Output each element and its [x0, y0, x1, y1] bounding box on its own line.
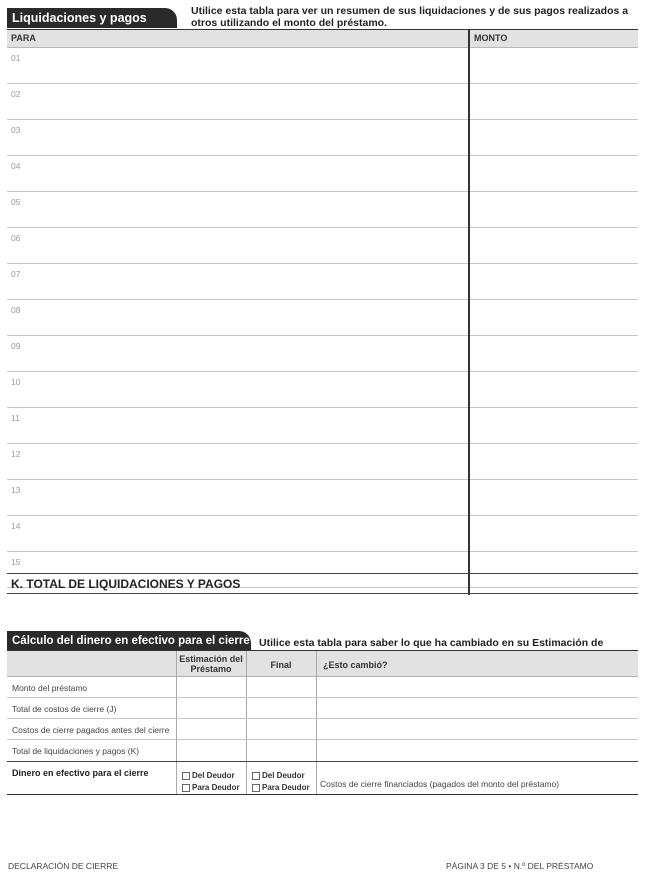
- cash-to-close-row: [7, 761, 638, 794]
- payment-row-number: 04: [11, 161, 21, 171]
- payment-row: [7, 48, 638, 84]
- checkbox[interactable]: [252, 784, 260, 792]
- financed-costs-note: Costos de cierre financiados (pagados del monto del préstamo): [320, 779, 560, 789]
- checkbox[interactable]: [182, 784, 190, 792]
- cash-row-label: Monto del préstamo: [12, 683, 88, 693]
- column-header-amount: MONTO: [474, 33, 508, 43]
- column-header-changed: ¿Esto cambió?: [323, 660, 388, 670]
- cash-row: [7, 719, 638, 740]
- payment-row: [7, 264, 638, 300]
- payment-row: [7, 120, 638, 156]
- payment-row-number: 05: [11, 197, 21, 207]
- cash-section-description: Utilice esta tabla para saber lo que ha cambiado en su Estimación de: [259, 637, 604, 649]
- estimate-from-borrower-option[interactable]: [182, 771, 235, 780]
- cash-to-close-table: [7, 650, 638, 795]
- payment-row-number: 07: [11, 269, 21, 279]
- payment-row: [7, 300, 638, 336]
- payment-row-number: 09: [11, 341, 21, 351]
- cash-row: [7, 740, 638, 761]
- payment-row: [7, 516, 638, 552]
- payment-row-number: 03: [11, 125, 21, 135]
- cash-to-close-label: Dinero en efectivo para el cierre: [12, 768, 149, 778]
- payment-row: [7, 372, 638, 408]
- column-header-final: Final: [270, 660, 292, 670]
- column-header-estimate-line2: Préstamo: [190, 664, 232, 674]
- cash-row: [7, 677, 638, 698]
- payments-table: [7, 29, 638, 588]
- column-header-estimate: [177, 654, 245, 674]
- cash-row-label: Total de liquidaciones y pagos (K): [12, 746, 140, 756]
- cash-section-title: Cálculo del dinero en efectivo para el cierre: [7, 631, 251, 650]
- from-borrower-label: Del Deudor: [192, 771, 235, 780]
- payment-row: [7, 228, 638, 264]
- column-divider: [468, 30, 470, 595]
- cash-row-label: Costos de cierre pagados antes del cierre: [12, 725, 170, 735]
- column-header-estimate-line1: Estimación del: [179, 654, 243, 664]
- cash-row: [7, 698, 638, 719]
- payment-row: [7, 336, 638, 372]
- payment-row-number: 06: [11, 233, 21, 243]
- payment-row-number: 10: [11, 377, 21, 387]
- from-borrower-label: Del Deudor: [262, 771, 305, 780]
- to-borrower-label: Para Deudor: [192, 783, 240, 792]
- payment-row: [7, 192, 638, 228]
- column-header-to: PARA: [11, 33, 36, 43]
- payment-row-number: 01: [11, 53, 21, 63]
- payment-row-number: 11: [11, 413, 20, 423]
- payments-section-title: Liquidaciones y pagos: [7, 8, 177, 28]
- checkbox[interactable]: [182, 772, 190, 780]
- payment-row-number: 02: [11, 89, 21, 99]
- payment-row: [7, 156, 638, 192]
- payments-total-label: K. TOTAL DE LIQUIDACIONES Y PAGOS: [11, 577, 241, 591]
- cash-row-label: Total de costos de cierre (J): [12, 704, 117, 714]
- payment-row-number: 14: [11, 521, 21, 531]
- to-borrower-label: Para Deudor: [262, 783, 310, 792]
- checkbox[interactable]: [252, 772, 260, 780]
- payment-row: [7, 444, 638, 480]
- payment-row-number: 08: [11, 305, 21, 315]
- payment-row: [7, 84, 638, 120]
- payment-row-number: 12: [11, 449, 21, 459]
- final-to-borrower-option[interactable]: [252, 783, 310, 792]
- estimate-to-borrower-option[interactable]: [182, 783, 240, 792]
- final-from-borrower-option[interactable]: [252, 771, 305, 780]
- footer-document-title: DECLARACIÓN DE CIERRE: [8, 861, 119, 871]
- payment-rows: [7, 48, 638, 588]
- footer-page-info: PÁGINA 3 DE 5 • N.º DEL PRÉSTAMO: [446, 861, 594, 871]
- payment-row-number: 15: [11, 557, 21, 567]
- payment-row: [7, 480, 638, 516]
- payments-table-header: [7, 30, 638, 48]
- payment-row-number: 13: [11, 485, 21, 495]
- payments-total-row: [7, 573, 638, 594]
- payments-section-description: Utilice esta tabla para ver un resumen de sus liquidaciones y de sus pagos realizados a otros utilizando el monto del préstamo.: [191, 5, 629, 29]
- column-divider: [468, 574, 470, 593]
- payment-row: [7, 408, 638, 444]
